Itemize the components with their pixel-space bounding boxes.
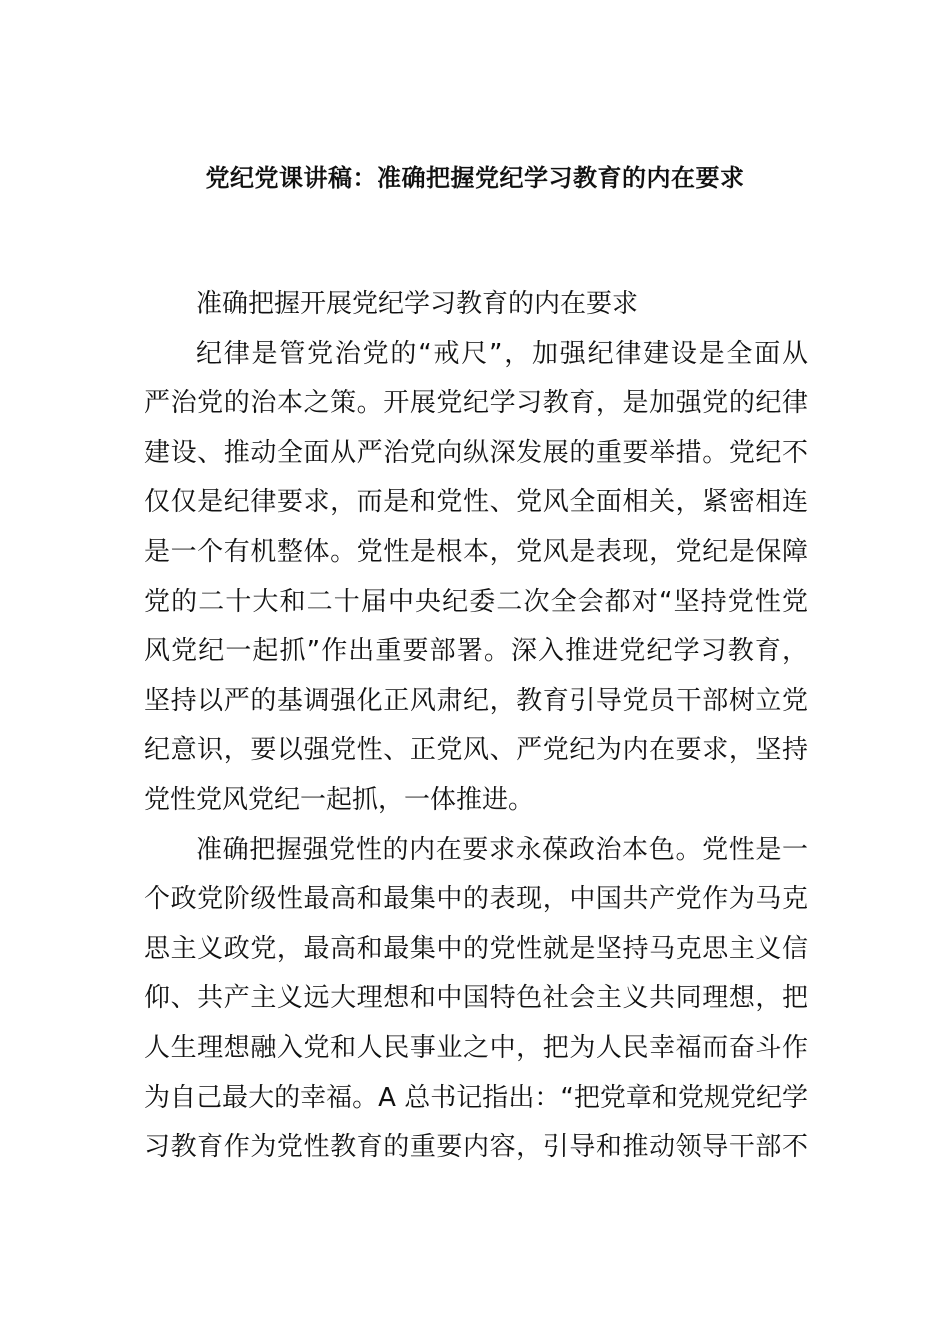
document-title: 党纪党课讲稿：准确把握党纪学习教育的内在要求 bbox=[205, 164, 745, 192]
text-line: 党的二十大和二十届中央纪委二次全会都对“坚持党性党 bbox=[144, 586, 808, 617]
text-line: 纪意识，要以强党性、正党风、严党纪为内在要求，坚持 bbox=[144, 735, 808, 766]
document-body bbox=[144, 280, 808, 1173]
text-line: 习教育作为党性教育的重要内容，引导和推动领导干部不 bbox=[144, 1132, 808, 1163]
text-line: 党性党风党纪一起抓，一体推进。 bbox=[144, 784, 535, 815]
text-line: 是一个有机整体。党性是根本，党风是表现，党纪是保障 bbox=[144, 536, 808, 567]
text-line: 建设、推动全面从严治党向纵深发展的重要举措。党纪不 bbox=[144, 437, 808, 468]
text-line: 人生理想融入党和人民事业之中，把为人民幸福而奋斗作 bbox=[144, 1032, 808, 1063]
text-line: 思主义政党，最高和最集中的党性就是坚持马克思主义信 bbox=[144, 933, 808, 964]
text-line: 坚持以严的基调强化正风肃纪，教育引导党员干部树立党 bbox=[144, 685, 808, 716]
text-line: 个政党阶级性最高和最集中的表现，中国共产党作为马克 bbox=[144, 884, 808, 915]
section-heading: 准确把握开展党纪学习教育的内在要求 bbox=[196, 289, 639, 319]
text-line: 仅仅是纪律要求，而是和党性、党风全面相关，紧密相连 bbox=[144, 487, 808, 518]
text-line: 风党纪一起抓”作出重要部署。深入推进党纪学习教育， bbox=[144, 636, 808, 667]
text-line: 严治党的治本之策。开展党纪学习教育，是加强党的纪律 bbox=[144, 388, 808, 419]
text-line: 纪律是管党治党的“戒尺”，加强纪律建设是全面从 bbox=[196, 338, 808, 369]
text-line: 准确把握强党性的内在要求永葆政治本色。党性是一 bbox=[196, 834, 808, 865]
text-line: 为自己最大的幸福。A 总书记指出：“把党章和党规党纪学 bbox=[144, 1082, 808, 1113]
text-line: 仰、共产主义远大理想和中国特色社会主义共同理想，把 bbox=[144, 983, 808, 1014]
